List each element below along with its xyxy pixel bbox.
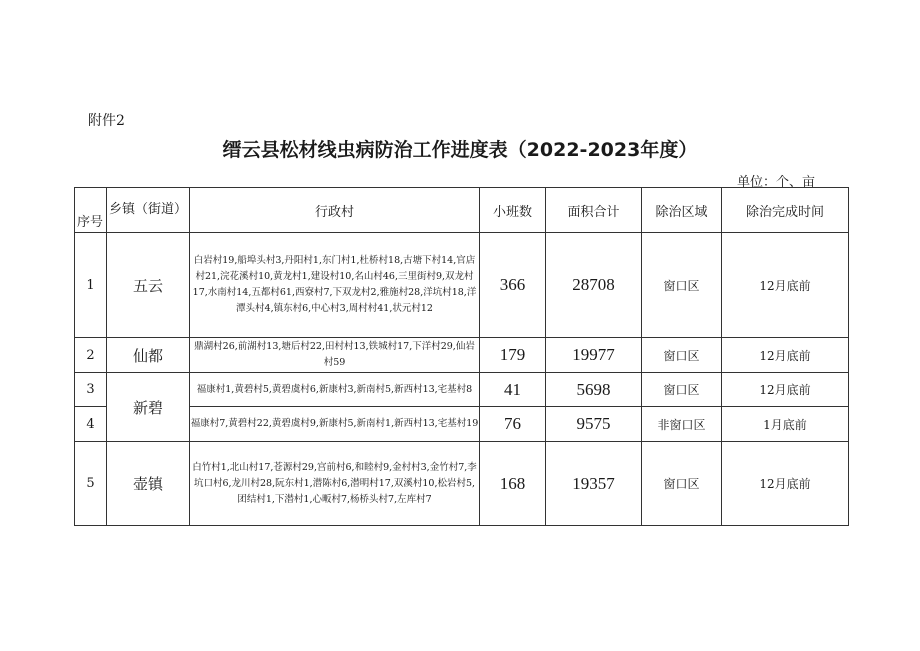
table-row [75, 442, 849, 526]
row-time: 12月底前 [722, 373, 849, 407]
row-seq: 5 [75, 442, 107, 526]
header-region: 除治区域 [642, 188, 722, 233]
table-row [75, 233, 849, 338]
table-row [75, 373, 849, 407]
row-time: 12月底前 [722, 233, 849, 338]
row-town: 新碧 [107, 373, 190, 442]
row-town: 仙都 [107, 338, 190, 373]
row-seq: 2 [75, 338, 107, 373]
document-title: 缙云县松材线虫病防治工作进度表（2022-2023年度） [222, 139, 698, 161]
row-time: 12月底前 [722, 442, 849, 526]
row-time: 12月底前 [722, 338, 849, 373]
header-area: 面积合计 [546, 188, 642, 233]
row-area: 9575 [546, 407, 642, 442]
row-town: 五云 [107, 233, 190, 338]
row-region: 窗口区 [642, 338, 722, 373]
table-row [75, 407, 849, 442]
row-seq: 4 [75, 407, 107, 442]
row-region: 窗口区 [642, 373, 722, 407]
row-seq: 3 [75, 373, 107, 407]
header-classes: 小班数 [480, 188, 546, 233]
row-seq: 1 [75, 233, 107, 338]
table-header-row [75, 188, 849, 233]
row-area: 5698 [546, 373, 642, 407]
header-seq: 序号 [75, 188, 107, 233]
row-time: 1月底前 [722, 407, 849, 442]
row-area: 28708 [546, 233, 642, 338]
row-classes: 168 [480, 442, 546, 526]
row-area: 19357 [546, 442, 642, 526]
header-village: 行政村 [190, 188, 480, 233]
row-villages: 福康村7,黄碧村22,黄碧虞村9,新康村5,新南村1,新西村13,宅基村19 [190, 407, 480, 442]
attachment-label: 附件2 [88, 113, 125, 129]
row-town: 壶镇 [107, 442, 190, 526]
row-villages: 福康村1,黄碧村5,黄碧虞村6,新康村3,新南村5,新西村13,宅基村8 [190, 373, 480, 407]
row-villages: 白竹村1,北山村17,苍源村29,宫前村6,和睦村9,金村村3,金竹村7,李坑口村6,龙川村28,阮东村1,潜陈村6,潜明村17,双溪村10,松岩村5,团结村1,下潜村1,心畈村7,杨桥头村7,左库村7 [190, 442, 480, 526]
row-villages: 白岩村19,船埠头村3,丹阳村1,东门村1,杜桥村18,古塘下村14,官店村21,浣花溪村10,黄龙村1,建设村10,名山村46,三里街村9,双龙村17,水南村14,五都村61,西寮村7,下双龙村2,雅施村28,洋坑村18,洋潭头村4,镇东村6,中心村3,周村村41,状元村12 [190, 233, 480, 338]
row-classes: 179 [480, 338, 546, 373]
row-classes: 41 [480, 373, 546, 407]
table-row [75, 338, 849, 373]
row-area: 19977 [546, 338, 642, 373]
header-town: 乡镇（街道） [107, 188, 190, 233]
unit-label: 单位：个、亩 [737, 175, 816, 190]
row-villages: 鼎湖村26,前湖村13,塘后村22,田村村13,铁城村17,下洋村29,仙岩村59 [190, 338, 480, 373]
row-classes: 366 [480, 233, 546, 338]
row-region: 窗口区 [642, 233, 722, 338]
row-region: 非窗口区 [642, 407, 722, 442]
header-time: 除治完成时间 [722, 188, 849, 233]
progress-table [74, 187, 849, 526]
row-region: 窗口区 [642, 442, 722, 526]
row-classes: 76 [480, 407, 546, 442]
